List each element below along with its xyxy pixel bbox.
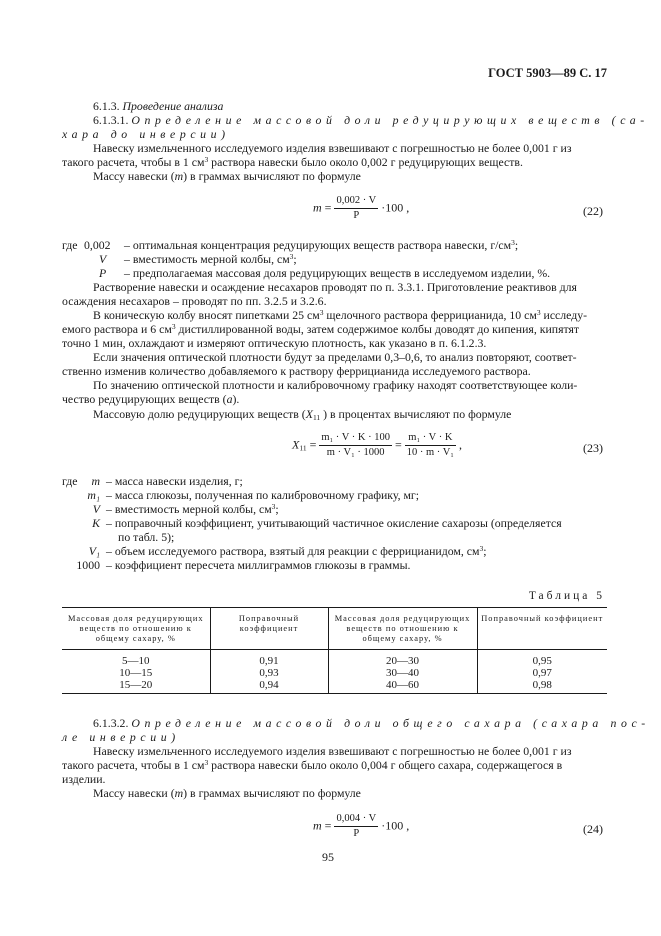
subsection-heading xyxy=(93,716,650,730)
paragraph-line: такого расчета, чтобы в 1 $см^3$ раствора навески было около 0,004 г общего сахара, содержащегося в xyxy=(62,758,563,772)
paragraph-line: Навеску измельченного исследуемого изделия взвешивают с погрешностью не более 0,001 г из xyxy=(93,141,572,155)
where-definition: – вместимость мерной колбы, $см^3$; xyxy=(106,502,279,516)
where-definition: – коэффициент пересчета миллиграммов глюкозы в граммы. xyxy=(106,558,411,572)
table-header-cell: Массовая доля редуцирующих веществ по отношению к общему сахару, % xyxy=(62,608,210,650)
formula-23: $X_{11}$ = $\frac{\text{m₁ · V · K · 100}}{\text{m · V₁ · 1000}}$ = $\frac{\text{m₁ · V · K}}{\text{10 · m · V₁}}$ , xyxy=(292,432,462,458)
table-cell: 15—20 xyxy=(62,679,210,694)
table-cell: 0,95 xyxy=(477,650,607,668)
table-cell: 0,93 xyxy=(210,667,328,679)
where-symbol: 1000 xyxy=(76,558,100,572)
where-symbol: V₁ xyxy=(88,544,100,558)
paragraph-line: Навеску измельченного исследуемого изделия взвешивают с погрешностью не более 0,001 г из xyxy=(93,744,572,758)
paragraph-line: такого расчета, чтобы в 1 $см^3$ раствора навески было около 0,002 г редуцирующих веществ. xyxy=(62,155,523,169)
table-row xyxy=(62,650,607,668)
fraction: $\frac{0,004 \cdot V}{P}$ xyxy=(336,813,377,839)
section-heading-number: 6.1.3. xyxy=(93,99,120,113)
subsection-number: 6.1.3.2. xyxy=(93,716,129,730)
where-intro: где xyxy=(62,474,78,488)
page-number: 95 xyxy=(322,850,334,864)
paragraph-line: изделии. xyxy=(62,772,106,786)
where-definition: – масса навески изделия, г; xyxy=(106,474,243,488)
paragraph-line: Если значения оптической плотности будут за пределами 0,3–0,6, то анализ повторяют, соответ- xyxy=(93,350,577,364)
where-symbol: V xyxy=(92,502,100,516)
where-definition-continued: по табл. 5); xyxy=(118,530,175,544)
subsection-title-line1: Определение массовой доли редуцирующих веществ (са- xyxy=(131,113,649,127)
section-heading-title: Проведение анализа xyxy=(122,99,224,113)
where-definition: – объем исследуемого раствора, взятый для реакции с феррицианидом, $см^3$; xyxy=(106,544,487,558)
table-cell: 5—10 xyxy=(122,655,150,667)
table-cell: 40—60 xyxy=(328,679,477,694)
where-definition: – оптимальная концентрация редуцирующих веществ раствора навески, $г/см^3$; xyxy=(124,238,519,252)
where-definition: – предполагаемая массовая доля редуцирующих веществ в исследуемом изделии, %. xyxy=(124,266,551,280)
subsection-title-line2: ле инверсии) xyxy=(62,730,180,744)
where-definition: – поправочный коэффициент, учитывающий частичное окисление сахарозы (определяется xyxy=(106,516,562,530)
table-header-cell: Массовая доля редуцирующих веществ по отношению к общему сахару, % xyxy=(328,608,477,650)
paragraph-line: По значению оптической плотности и калибровочному графику находят соответствующее коли- xyxy=(93,378,578,392)
equation-number-24: (24) xyxy=(583,822,603,836)
paragraph-line: Массовую долю редуцирующих веществ ($X_{11}$ ) в процентах вычисляют по формуле xyxy=(93,407,512,422)
fraction: $\frac{\text{m₁ · V · K}}{\text{10 · m · V₁}}$ xyxy=(406,432,454,458)
where-symbol: K xyxy=(92,516,100,530)
paragraph-line: емого раствора и 6 $см^3$ дистиллированной воды, затем содержимое колбы доводят до кипения, кипятят xyxy=(62,322,580,336)
running-header: ГОСТ 5903—89 С. 17 xyxy=(488,66,607,80)
table-caption: Таблица 5 xyxy=(528,590,605,602)
equation-number-22: (22) xyxy=(583,204,603,218)
where-symbol: 0,002 xyxy=(84,238,111,252)
table-header-cell: Поправочный коэффициент xyxy=(477,608,607,650)
paragraph-line: чество редуцирующих веществ (a). xyxy=(62,392,240,406)
paragraph-line: Растворение навески и осаждение несахаров проводят по п. 3.3.1. Приготовление реактивов для xyxy=(93,280,577,294)
paragraph-line: ственно изменив количество добавляемого к раствору феррицианида исследуемого раствора. xyxy=(62,364,531,378)
equation-number-23: (23) xyxy=(583,441,603,455)
table-cell: 0,94 xyxy=(210,679,328,694)
section-heading xyxy=(93,99,223,113)
subsection-title-line1: Определение массовой доли общего сахара (сахара пос- xyxy=(131,716,650,730)
table-header-row xyxy=(62,608,607,650)
where-symbol: V xyxy=(99,252,107,266)
table-header-cell: Поправочный коэффициент xyxy=(210,608,328,650)
table-cell: 20—30 xyxy=(328,650,477,668)
table-5 xyxy=(62,607,607,694)
where-intro: где xyxy=(62,238,78,252)
table-cell: 30—40 xyxy=(328,667,477,679)
paragraph-line: осаждения несахаров – проводят по пп. 3.2.5 и 3.2.6. xyxy=(62,294,327,308)
table-cell: 10—15 xyxy=(119,667,153,679)
table-cell: 0,91 xyxy=(210,650,328,668)
table-cell: 0,97 xyxy=(477,667,607,679)
table-row xyxy=(62,667,607,679)
where-symbol: m₁ xyxy=(87,488,100,502)
paragraph-line: Массу навески (m) в граммах вычисляют по формуле xyxy=(93,169,361,183)
subsection-heading xyxy=(93,113,649,127)
paragraph-line: точно 1 мин, охлаждают и измеряют оптическую плотность, как указано в п. 6.1.2.3. xyxy=(62,336,487,350)
table-cell: 0,98 xyxy=(477,679,607,694)
subsection-number: 6.1.3.1. xyxy=(93,113,129,127)
formula-24: m = $\frac{0,004 \cdot V}{P}$ ·100 , xyxy=(313,813,410,839)
where-definition: – масса глюкозы, полученная по калибровочному графику, мг; xyxy=(106,488,420,502)
subsection-title-line2: хара до инверсии) xyxy=(62,127,230,141)
paragraph-line: В коническую колбу вносят пипетками 25 $см^3$ щелочного раствора феррицианида, 10 $см^3$ исследу- xyxy=(93,308,588,322)
fraction: $\frac{0,002 \cdot V}{P}$ xyxy=(336,195,377,221)
paragraph-line: Массу навески (m) в граммах вычисляют по формуле xyxy=(93,786,361,800)
where-definition: – вместимость мерной колбы, $см^3$; xyxy=(124,252,297,266)
where-symbol: P xyxy=(99,266,107,280)
where-symbol: m xyxy=(91,474,100,488)
fraction: $\frac{\text{m₁ · V · K · 100}}{\text{m · V₁ · 1000}}$ xyxy=(321,432,390,458)
formula-22: m = $\frac{0,002 \cdot V}{P}$ ·100 , xyxy=(313,195,410,221)
table-row xyxy=(62,679,607,694)
